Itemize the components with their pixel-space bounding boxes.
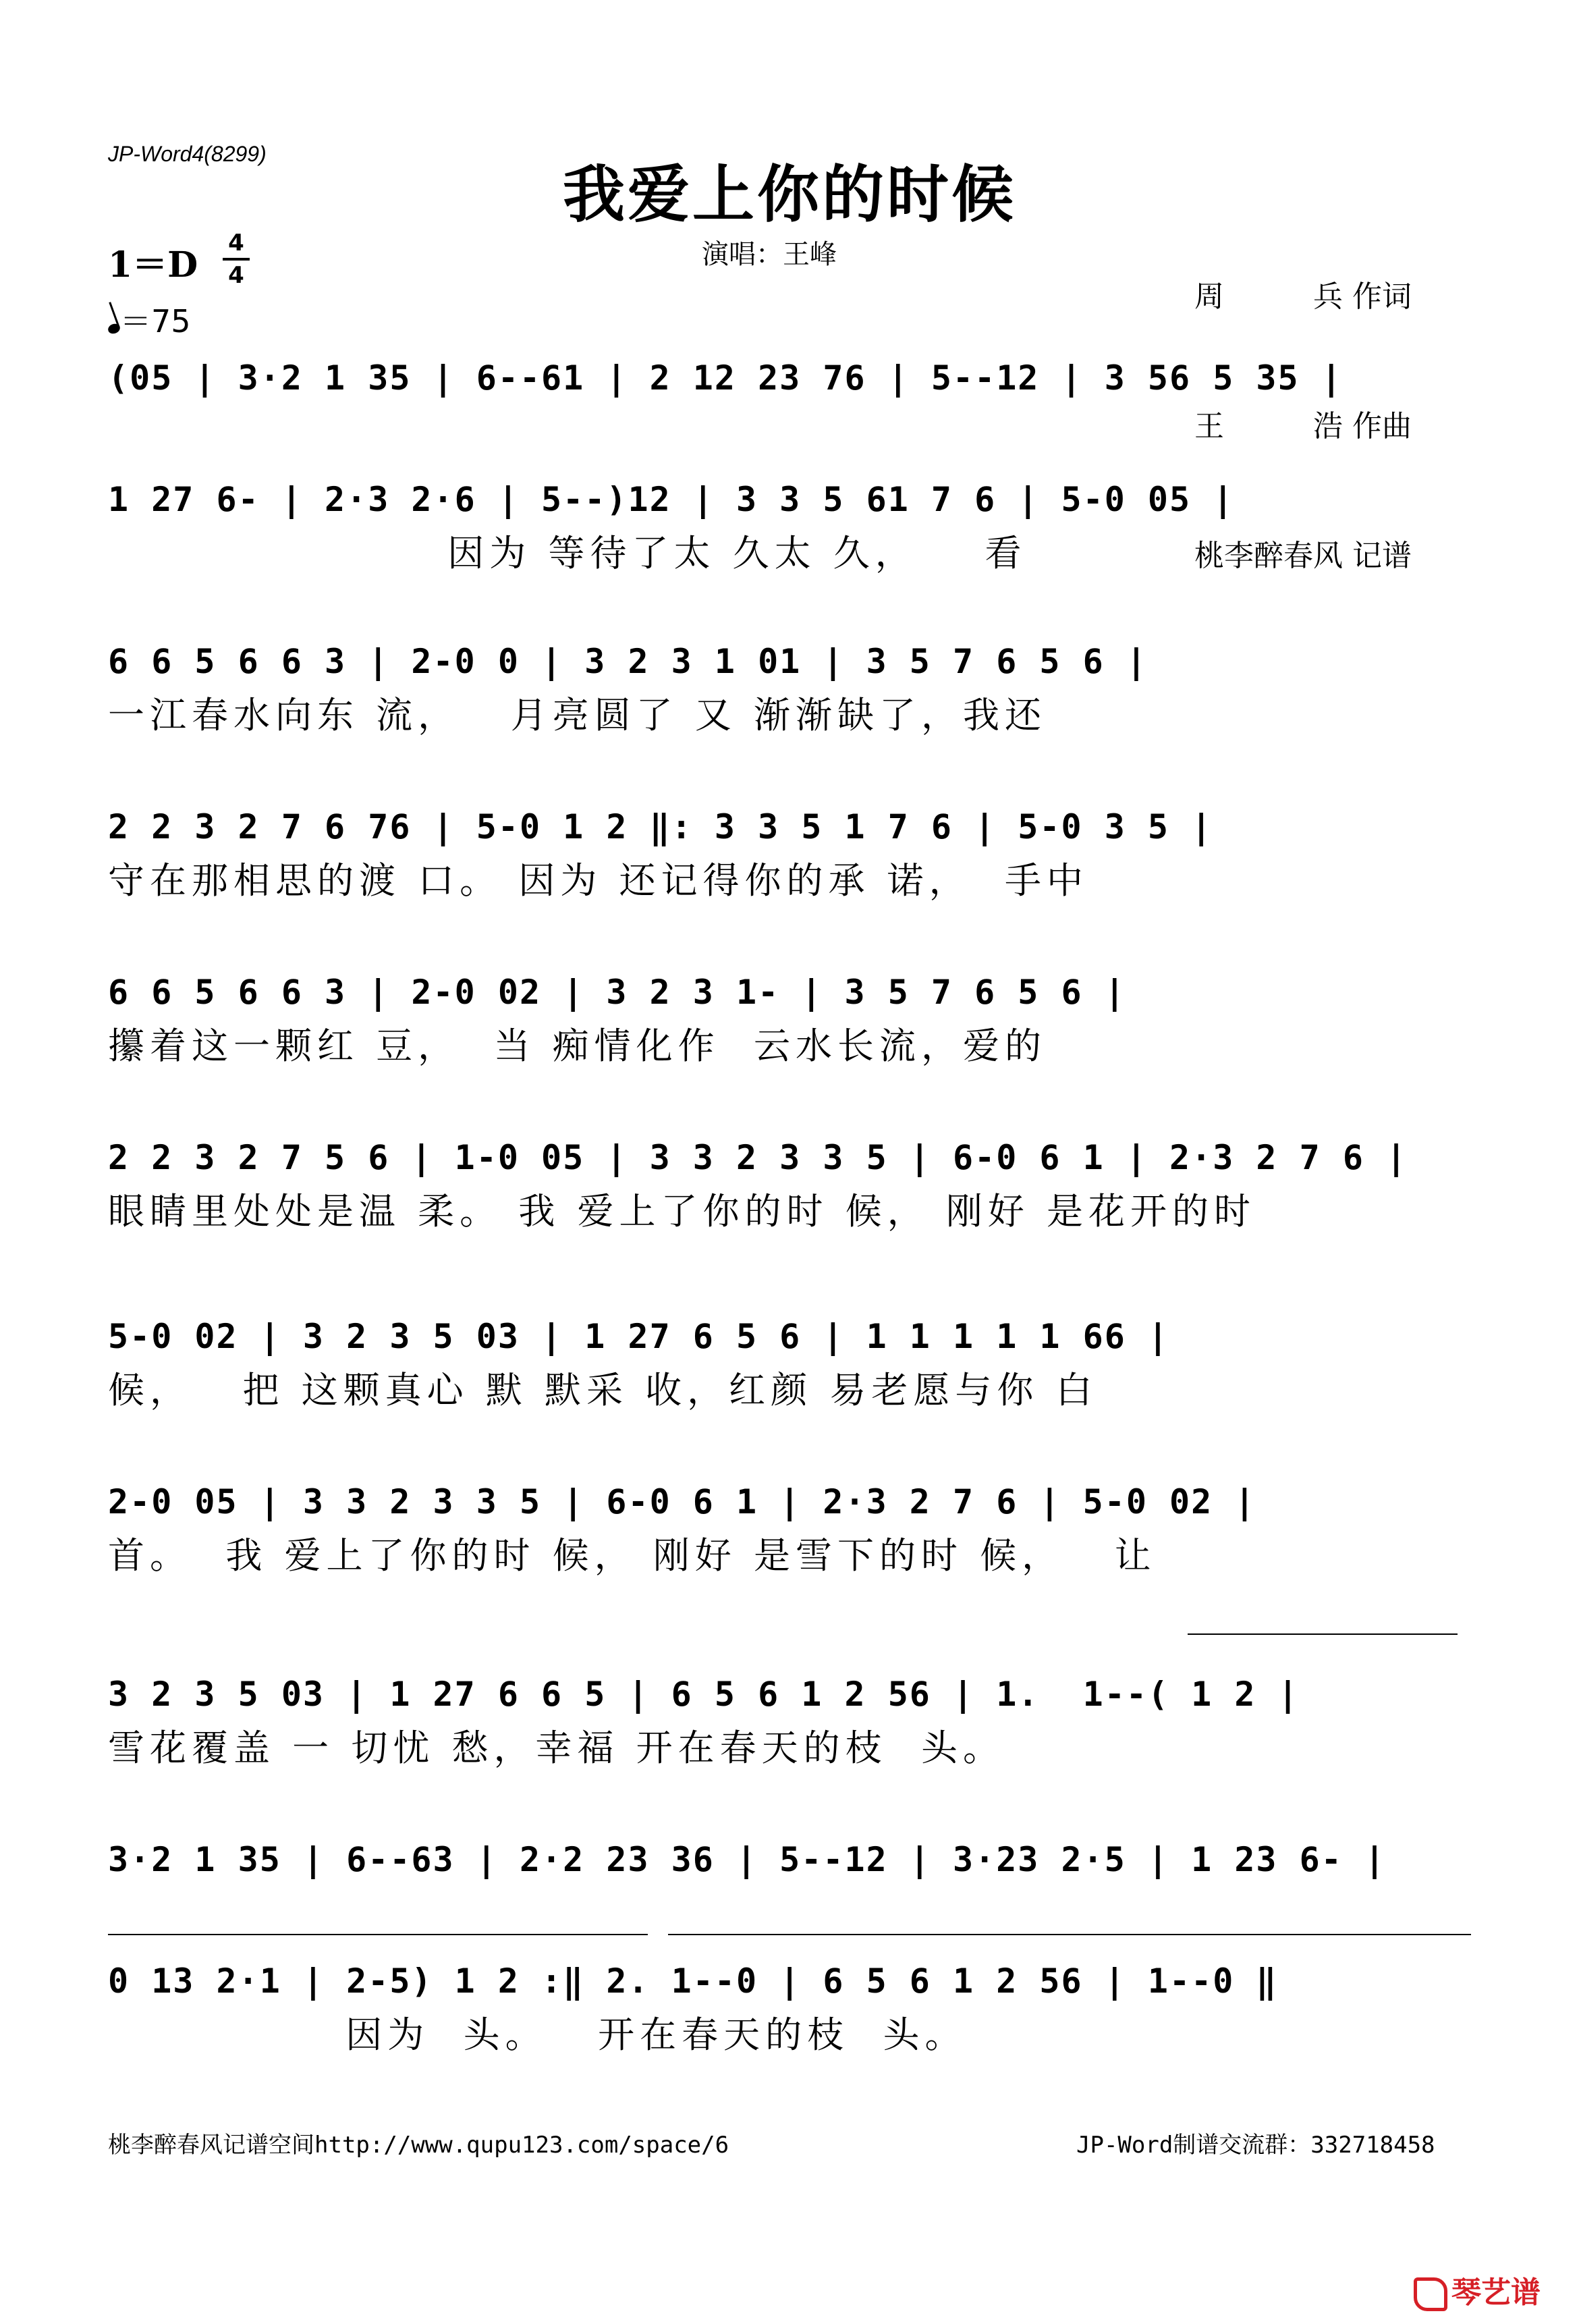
- notes-line: 0 13 2·1 | 2-5) 1 2 :‖ 2. 1--0 | 6 5 6 1 2 56 | 1--0 ‖: [108, 1962, 1278, 2001]
- notes-line: 6 6 5 6 6 3 | 2-0 02 | 3 2 3 1- | 3 5 7 6 5 6 |: [108, 973, 1126, 1012]
- score-system-11: [108, 1957, 1471, 2059]
- lyrics-line: 一江春水向东 流， 月亮圆了 又 渐渐缺了，我还: [108, 693, 1047, 736]
- time-signature: [223, 229, 250, 289]
- key-signature: 1＝D: [108, 244, 198, 286]
- footer-source: 桃李醉春风记谱空间http://www.qupu123.com/space/6: [108, 2132, 729, 2159]
- notes-line: (05 | 3·2 1 35 | 6--61 | 2 12 23 76 | 5--12 | 3 56 5 35 |: [108, 358, 1343, 398]
- score-system-7: [108, 1313, 1471, 1414]
- notes-line: 6 6 5 6 6 3 | 2-0 0 | 3 2 3 1 01 | 3 5 7 6 5 6 |: [108, 642, 1148, 681]
- quarter-note-icon: [107, 322, 121, 335]
- notes-line: 3 2 3 5 03 | 1 27 6 6 5 | 6 5 6 1 2 56 | 1. 1--( 1 2 |: [108, 1675, 1300, 1714]
- lyrics-line: 因为 头。 开在春天的枝 头。: [108, 2013, 967, 2056]
- tempo-marking: [108, 297, 191, 342]
- logo-mark-icon: [1414, 2277, 1447, 2311]
- score-system-2: [108, 476, 1471, 577]
- meter-top: 4: [228, 229, 244, 256]
- site-logo: [1414, 2268, 1541, 2311]
- lyricist-credit: 周 兵 作词: [1194, 279, 1412, 314]
- volta-bracket-1: [1188, 1633, 1458, 1635]
- score-system-5: [108, 969, 1471, 1070]
- logo-text: 琴艺谱: [1451, 2275, 1541, 2310]
- lyrics-line: 雪花覆盖 一 切忧 愁，幸福 开在春天的枝 头。: [108, 1726, 1005, 1769]
- meter-bottom: 4: [228, 262, 244, 289]
- notes-line: 2 2 3 2 7 5 6 | 1-0 05 | 3 3 2 3 3 5 | 6-0 6 1 | 2·3 2 7 6 |: [108, 1138, 1408, 1177]
- notes-line: 2-0 05 | 3 3 2 3 3 5 | 6-0 6 1 | 2·3 2 7 6 | 5-0 02 |: [108, 1482, 1256, 1521]
- lyrics-line: 首。 我 爱上了你的时 候， 刚好 是雪下的时 候， 让: [108, 1534, 1157, 1577]
- score-system-10: [108, 1836, 1471, 1883]
- lyrics-line: 攥着这一颗红 豆， 当 痴情化作 云水长流，爱的: [108, 1024, 1047, 1067]
- program-label: JP-Word4(8299): [108, 142, 267, 166]
- score-system-4: [108, 803, 1471, 904]
- notes-line: 5-0 02 | 3 2 3 5 03 | 1 27 6 5 6 | 1 1 1 1 1 66 |: [108, 1317, 1170, 1356]
- score-system-1: [108, 354, 1471, 402]
- composer-credit: 王 浩 作曲: [1194, 409, 1412, 443]
- volta-bracket-2: [668, 1934, 1471, 1935]
- score-system-8: [108, 1478, 1471, 1579]
- meter-bar: [223, 258, 250, 261]
- lyrics-line: 候， 把 这颗真心 默 默采 收，红颜 易老愿与你 白: [108, 1368, 1098, 1411]
- lyrics-line: 因为 等待了太 久太 久， 看: [108, 531, 1027, 574]
- notes-line: 1 27 6- | 2·3 2·6 | 5--)12 | 3 3 5 61 7 6 | 5-0 05 |: [108, 480, 1235, 519]
- score-system-6: [108, 1134, 1471, 1235]
- lyrics-line: 眼睛里处处是温 柔。 我 爱上了你的时 候， 刚好 是花开的时: [108, 1189, 1256, 1233]
- transcriber-credit: 桃李醉春风 记谱: [1194, 539, 1412, 573]
- notes-line: 2 2 3 2 7 6 76 | 5-0 1 2 ‖: 3 3 5 1 7 6 | 5-0 3 5 |: [108, 807, 1213, 846]
- score-system-9: [108, 1671, 1471, 1772]
- notes-line: 3·2 1 35 | 6--63 | 2·2 23 36 | 5--12 | 3·23 2·5 | 1 23 6- |: [108, 1840, 1387, 1879]
- volta-bracket-1-continued: [108, 1934, 648, 1935]
- song-title: 我爱上你的时候: [562, 158, 1016, 231]
- singer-credit: 演唱：王峰: [702, 239, 837, 270]
- footer-group: JP-Word制谱交流群：332718458: [1076, 2132, 1435, 2159]
- tempo-value: ＝75: [120, 303, 191, 340]
- lyrics-line: 守在那相思的渡 口。 因为 还记得你的承 诺， 手中: [108, 859, 1088, 902]
- score-system-3: [108, 638, 1471, 739]
